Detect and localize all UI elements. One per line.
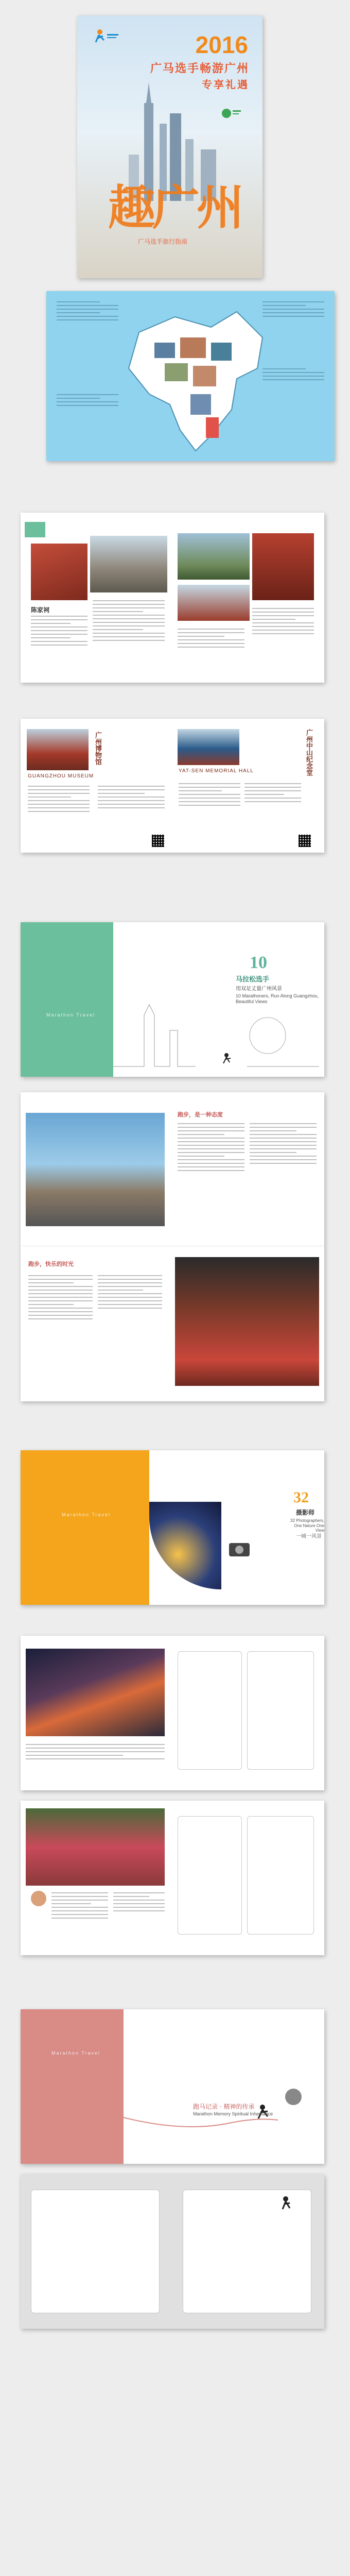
photo-heading: 摄影师 <box>296 1509 315 1516</box>
body-text <box>252 608 314 634</box>
right-page <box>172 1801 324 1955</box>
note-area[interactable] <box>31 2190 160 2313</box>
runner-photo <box>26 1113 165 1226</box>
left-page <box>21 1636 172 1790</box>
body-text <box>113 1892 165 1911</box>
avatar <box>31 1891 46 1906</box>
lantern-photo <box>31 544 87 600</box>
runner-silhouette-drawing <box>124 2087 324 2154</box>
note-area[interactable] <box>178 1651 242 1770</box>
note-area[interactable] <box>178 1816 242 1935</box>
photo-english: 32 Photographers, One Nature One View <box>290 1518 324 1533</box>
left-page <box>21 1801 172 1955</box>
color-band <box>21 1450 149 1605</box>
body-text <box>31 616 87 646</box>
photographer-section-page <box>21 1450 324 1605</box>
note-area[interactable] <box>247 1816 314 1935</box>
band-label: Marathon Travel <box>51 2050 101 2056</box>
runner-headline: 跑步，是一种态度 <box>178 1111 223 1118</box>
body-text <box>178 1123 244 1171</box>
cover-title: 广马选手畅游广州 <box>150 62 249 75</box>
historic-caption: 陈家祠 <box>31 606 50 614</box>
museum-tower-photo <box>27 729 89 770</box>
body-text <box>179 783 240 806</box>
cover-page <box>77 15 262 278</box>
marathon-section-page <box>21 922 324 1077</box>
qr-code-icon <box>299 835 311 847</box>
memorial-hall-photo <box>178 729 239 765</box>
left-page <box>21 2174 172 2329</box>
body-text <box>250 1123 317 1164</box>
memory-english: Marathon Memory Spiritual Inheritance <box>193 2111 273 2116</box>
memory-section-page <box>21 2009 324 2164</box>
photo-subheading: 一城一风景 <box>296 1534 322 1539</box>
museum-right-title: 广州中山纪念堂 <box>305 729 312 776</box>
family-headline: 跑步，快乐的时光 <box>28 1261 74 1267</box>
note-area[interactable] <box>247 1651 314 1770</box>
right-page <box>172 719 324 853</box>
pagoda-photo <box>178 585 250 621</box>
color-band <box>21 922 113 1077</box>
market-photo-spread <box>21 1801 324 1955</box>
garden-photo <box>178 533 250 580</box>
body-text <box>93 600 165 641</box>
museum-left-title: 广州博物馆 <box>94 732 101 765</box>
guangzhou-map <box>108 301 278 456</box>
cover-guide: 广马选手旅行指南 <box>138 238 188 245</box>
body-text <box>98 1275 162 1309</box>
qr-code-icon <box>152 835 164 847</box>
band-label: Marathon Travel <box>62 1512 111 1517</box>
left-page <box>21 1092 172 1247</box>
map-text-block <box>262 368 324 380</box>
family-photo <box>175 1257 319 1386</box>
museum-left-en: GUANGZHOU MUSEUM <box>28 773 94 779</box>
right-page <box>172 513 324 683</box>
museum-spread <box>21 719 324 853</box>
camera-icon <box>226 1538 252 1558</box>
photo-number: 32 <box>293 1489 309 1506</box>
band-label: Marathon Travel <box>46 1012 96 1018</box>
temple-photo <box>252 533 314 600</box>
left-page <box>21 1247 172 1401</box>
notes-spread <box>21 2174 324 2329</box>
right-page <box>172 2174 324 2329</box>
right-page <box>172 1636 324 1790</box>
map-text-block <box>57 301 118 320</box>
section-tab <box>25 522 45 537</box>
body-text <box>28 786 90 812</box>
left-page <box>21 513 172 683</box>
marathon-heading: 马拉松选手 <box>236 976 270 984</box>
map-text-block <box>57 394 118 406</box>
umbrella-market-photo <box>26 1808 165 1886</box>
city-road-photo <box>26 1649 165 1736</box>
body-text <box>28 1275 93 1319</box>
family-spread <box>21 1247 324 1401</box>
cover-subtitle: 专享礼遇 <box>202 78 249 91</box>
marathon-english: 10 Marathoners, Run Along Guangzhou, Beautiful Views <box>236 993 319 1004</box>
marathon-logo-icon <box>90 27 120 47</box>
marathon-subheading: 用双足丈量广州风景 <box>236 986 282 992</box>
right-page <box>172 1092 324 1247</box>
color-band <box>21 2009 124 2164</box>
runner-spread <box>21 1092 324 1247</box>
historic-spread <box>21 513 324 683</box>
memory-heading: 跑马记录 · 精神的传承 <box>193 2103 255 2110</box>
cover-year: 2016 <box>195 31 248 58</box>
map-text-block <box>262 301 324 317</box>
left-page <box>21 719 172 853</box>
runner-icon <box>275 2195 296 2215</box>
skyline-line-drawing <box>113 994 319 1072</box>
body-text <box>51 1892 108 1919</box>
right-page <box>172 1247 324 1401</box>
night-city-photo <box>149 1502 221 1589</box>
body-text <box>98 786 165 808</box>
body-text <box>178 629 244 648</box>
museum-right-en: YAT-SEN MEMORIAL HALL <box>179 768 254 774</box>
body-text <box>244 783 301 802</box>
ancestral-hall-photo <box>90 536 167 592</box>
body-text <box>26 1744 165 1759</box>
night-photo-spread <box>21 1636 324 1790</box>
map-page <box>46 291 335 461</box>
cover-big-text: 趣广州 <box>108 180 241 235</box>
marathon-number: 10 <box>250 953 267 972</box>
